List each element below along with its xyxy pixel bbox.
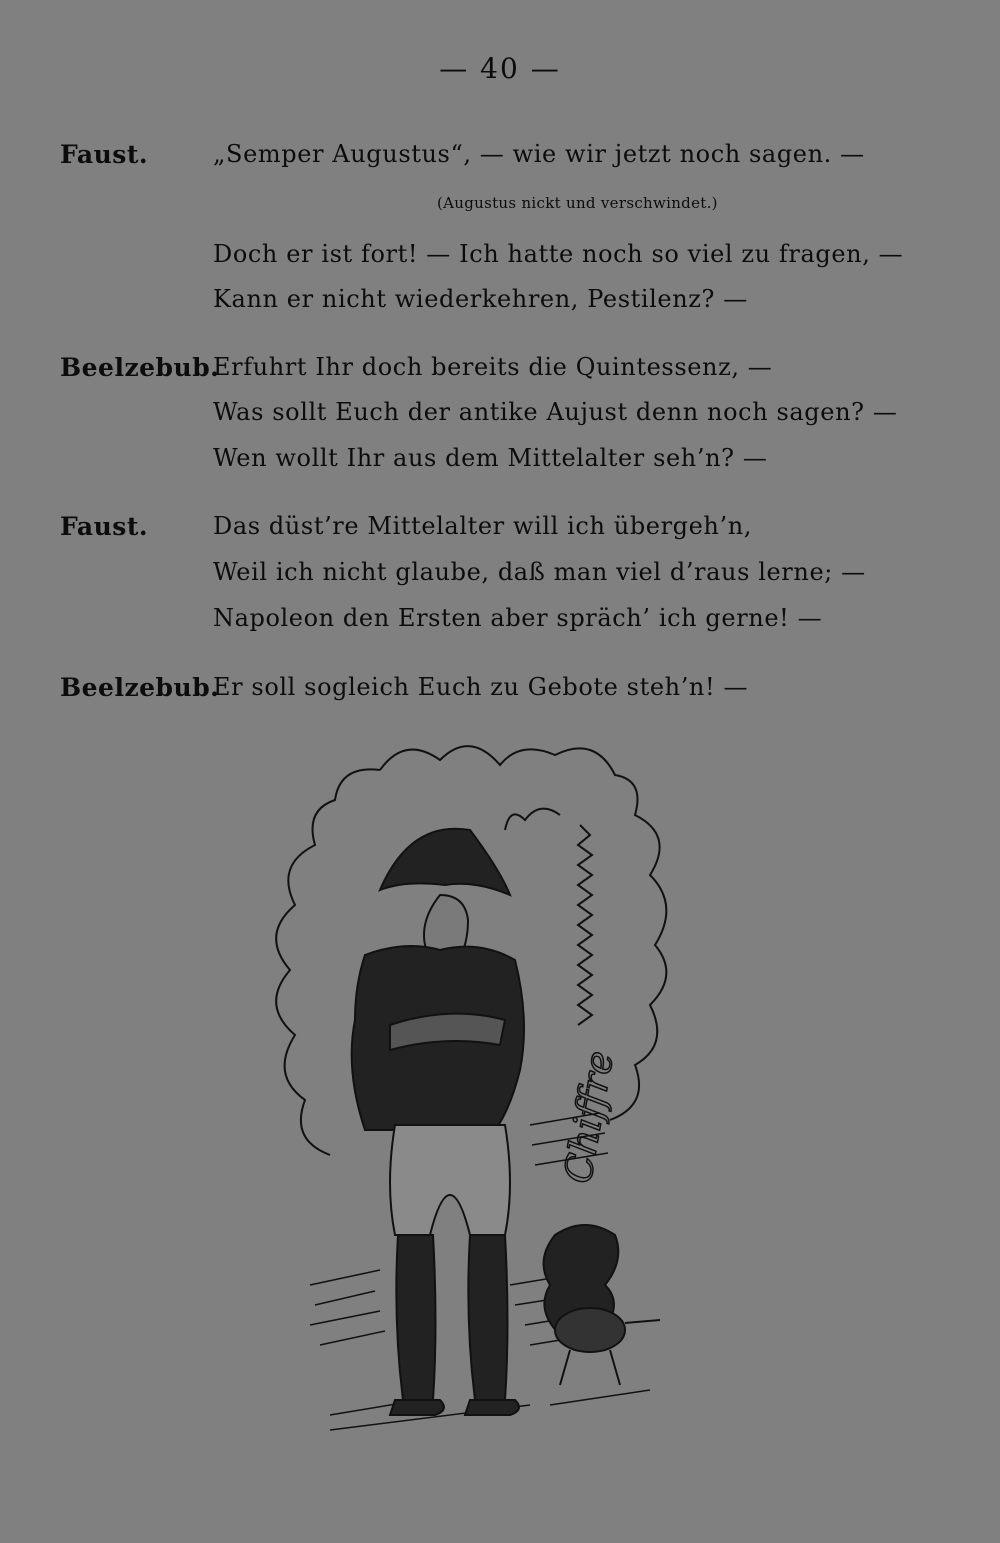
smoke-writing: Chiffre [555, 1047, 623, 1187]
speaker-beelzebub: Beelzebub. [60, 673, 220, 702]
page-number: — 40 — [439, 52, 561, 85]
verse-line: „Semper Augustus“, — wie wir jetzt noch sagen. — [213, 140, 865, 168]
speaker-faust: Faust. [60, 512, 149, 541]
verse-line: Weil ich nicht glaube, daß man viel d’raus lerne; — [213, 558, 866, 586]
speaker-beelzebub: Beelzebub. [60, 353, 220, 382]
verse-line: Das düst’re Mittelalter will ich übergeh’n, [213, 512, 752, 540]
napoleon-illustration [270, 725, 710, 1460]
verse-line: Erfuhrt Ihr doch bereits die Quintessenz, — [213, 353, 773, 381]
verse-line: Kann er nicht wiederkehren, Pestilenz? — [213, 285, 748, 313]
napoleon-figure [352, 829, 524, 1415]
verse-line: Was sollt Euch der antike Aujust denn noch sagen? — [213, 398, 898, 426]
brazier [544, 1225, 660, 1385]
speaker-faust: Faust. [60, 140, 149, 169]
verse-line: Wen wollt Ihr aus dem Mittelalter seh’n? — [213, 444, 768, 472]
verse-line: Napoleon den Ersten aber spräch’ ich gerne! — [213, 604, 823, 632]
verse-line: Er soll sogleich Euch zu Gebote steh’n! — [213, 673, 749, 701]
smoke-column [578, 825, 592, 1025]
stage-direction: (Augustus nickt und verschwindet.) [437, 194, 718, 212]
verse-line: Doch er ist fort! — Ich hatte noch so viel zu fragen, — [213, 240, 904, 268]
